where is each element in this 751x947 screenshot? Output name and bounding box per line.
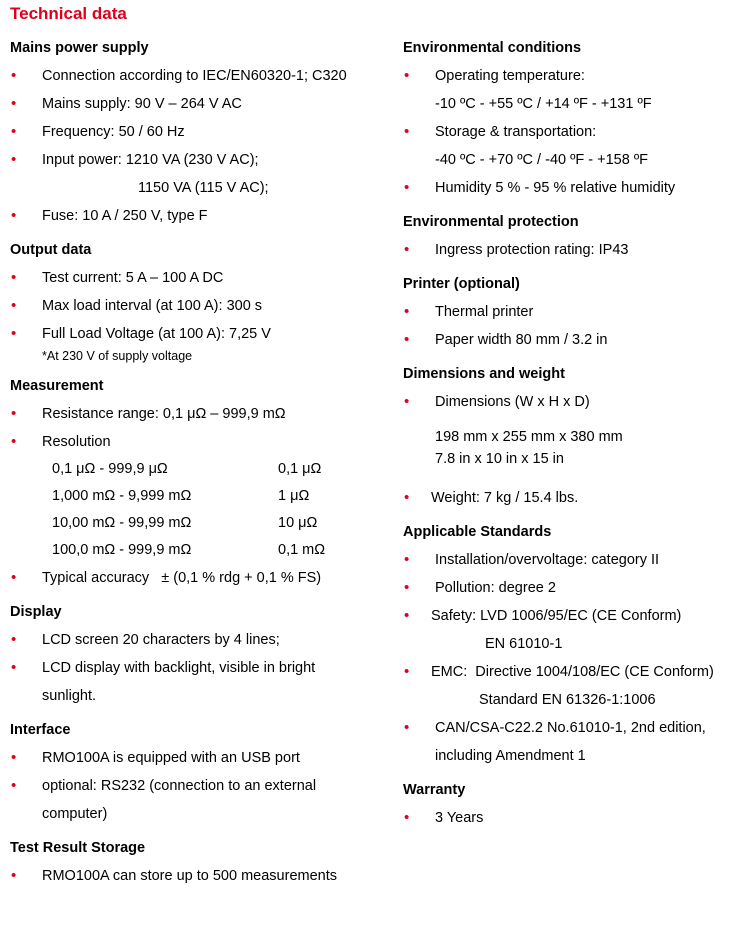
footnote: *At 230 V of supply voltage xyxy=(42,349,193,363)
bullet-icon: • xyxy=(11,123,17,140)
bullet-icon: • xyxy=(11,867,17,884)
section-heading: Environmental conditions xyxy=(403,40,582,56)
bullet-icon: • xyxy=(11,433,17,450)
bullet-icon: • xyxy=(404,241,410,258)
bullet-icon: • xyxy=(11,659,17,676)
bullet-icon: • xyxy=(11,749,17,766)
bullet-icon: • xyxy=(404,719,410,736)
list-item: • Fuse: 10 A / 250 V, type F xyxy=(10,202,390,230)
input-power-continuation: 1150 VA (115 V AC); xyxy=(138,180,269,196)
bullet-icon: • xyxy=(11,269,17,286)
list-item: • Full Load Voltage (at 100 A): 7,25 V xyxy=(10,320,390,348)
list-item: • RMO100A can store up to 500 measurements xyxy=(10,862,390,890)
list-item: • Pollution: degree 2 xyxy=(403,574,748,602)
list-item: • Test current: 5 A – 100 A DC xyxy=(10,264,390,292)
section-heading: Environmental protection xyxy=(403,214,579,230)
list-item: • Dimensions (W x H x D) 198 mm x 255 mm x 380 mm 7.8 in x 10 in x 15 in xyxy=(403,388,748,470)
list-item: • Safety: LVD 1006/95/EC (CE Conform) EN 61010-1 xyxy=(403,602,748,658)
bullet-icon: • xyxy=(11,151,17,168)
list-item: • Installation/overvoltage: category II xyxy=(403,546,748,574)
warranty-section xyxy=(403,780,748,832)
section-heading: Printer (optional) xyxy=(403,276,520,292)
display-section xyxy=(10,602,390,710)
section-heading: Mains power supply xyxy=(10,40,149,56)
bullet-icon: • xyxy=(404,123,410,140)
right-column xyxy=(403,38,748,842)
table-row: 100,0 mΩ - 999,9 mΩ 0,1 mΩ xyxy=(52,542,326,558)
bullet-icon: • xyxy=(404,551,410,568)
mains-power-section xyxy=(10,38,390,230)
section-heading: Applicable Standards xyxy=(403,524,552,540)
dimensions-values: 198 mm x 255 mm x 380 mm 7.8 in x 10 in x 15 in xyxy=(435,429,623,467)
list-item: • Connection according to IEC/EN60320-1; C320 xyxy=(10,62,390,90)
bullet-icon: • xyxy=(404,331,410,348)
page-title: Technical data xyxy=(10,4,127,23)
dimensions-section xyxy=(403,364,748,512)
bullet-icon: • xyxy=(11,325,17,342)
table-row: 10,00 mΩ - 99,99 mΩ 10 μΩ xyxy=(52,515,318,531)
bullet-icon: • xyxy=(11,777,17,794)
output-data-section xyxy=(10,240,390,366)
list-item: • EMC: Directive 1004/108/EC (CE Conform) Standard EN 61326-1:1006 xyxy=(403,658,748,714)
list-item: • Weight: 7 kg / 15.4 lbs. xyxy=(403,484,748,512)
section-heading: Dimensions and weight xyxy=(403,366,565,382)
section-heading: Measurement xyxy=(10,378,104,394)
standards-section xyxy=(403,522,748,770)
list-item: • Input power: 1210 VA (230 V AC); 1150 VA (115 V AC); xyxy=(10,146,390,202)
list-item: • optional: RS232 (connection to an external computer) xyxy=(10,772,390,828)
list-item: • Humidity 5 % - 95 % relative humidity xyxy=(403,174,748,202)
bullet-icon: • xyxy=(404,67,410,84)
list-item: • Operating temperature: -10 ºC - +55 ºC / +14 ºF - +131 ºF xyxy=(403,62,748,118)
list-item: • 3 Years xyxy=(403,804,748,832)
bullet-icon: • xyxy=(11,95,17,112)
bullet-icon: • xyxy=(11,569,17,586)
bullet-icon: • xyxy=(11,405,17,422)
bullet-icon: • xyxy=(404,607,410,624)
list-item: • Resistance range: 0,1 μΩ – 999,9 mΩ xyxy=(10,400,390,428)
section-heading: Warranty xyxy=(403,782,466,798)
list-item: • Frequency: 50 / 60 Hz xyxy=(10,118,390,146)
list-item: • Storage & transportation: -40 ºC - +70 ºC / -40 ºF - +158 ºF xyxy=(403,118,748,174)
section-heading: Output data xyxy=(10,242,92,258)
resolution-table xyxy=(52,456,325,564)
bullet-icon: • xyxy=(404,663,410,680)
section-heading: Test Result Storage xyxy=(10,840,146,856)
bullet-icon: • xyxy=(404,579,410,596)
bullet-icon: • xyxy=(11,297,17,314)
storage-section xyxy=(10,838,390,890)
bullet-icon: • xyxy=(404,393,410,410)
list-item: • Thermal printer xyxy=(403,298,748,326)
list-item: • LCD screen 20 characters by 4 lines; xyxy=(10,626,390,654)
bullet-icon: • xyxy=(11,207,17,224)
printer-section xyxy=(403,274,748,354)
environmental-conditions-section xyxy=(403,38,748,202)
section-heading: Interface xyxy=(10,722,71,738)
table-row: 0,1 μΩ - 999,9 μΩ 0,1 μΩ xyxy=(52,461,322,477)
bullet-icon: • xyxy=(11,631,17,648)
bullet-icon: • xyxy=(404,179,410,196)
list-item: • Paper width 80 mm / 3.2 in xyxy=(403,326,748,354)
section-heading: Display xyxy=(10,604,62,620)
table-row: 1,000 mΩ - 9,999 mΩ 1 μΩ xyxy=(52,488,310,504)
list-item: • Mains supply: 90 V – 264 V AC xyxy=(10,90,390,118)
list-item: • CAN/CSA-C22.2 No.61010-1, 2nd edition, including Amendment 1 xyxy=(403,714,748,770)
environmental-protection-section xyxy=(403,212,748,264)
left-column xyxy=(10,38,390,900)
bullet-icon: • xyxy=(404,809,410,826)
bullet-icon: • xyxy=(11,67,17,84)
list-item: • Max load interval (at 100 A): 300 s xyxy=(10,292,390,320)
bullet-icon: • xyxy=(404,303,410,320)
measurement-section xyxy=(10,376,390,592)
list-item: • Typical accuracy ± (0,1 % rdg + 0,1 % FS) xyxy=(10,564,390,592)
list-item: • LCD display with backlight, visible in bright sunlight. xyxy=(10,654,390,710)
bullet-icon: • xyxy=(404,489,410,506)
list-item: • Resolution xyxy=(10,428,390,456)
list-item: • RMO100A is equipped with an USB port xyxy=(10,744,390,772)
list-item: • Ingress protection rating: IP43 xyxy=(403,236,748,264)
interface-section xyxy=(10,720,390,828)
